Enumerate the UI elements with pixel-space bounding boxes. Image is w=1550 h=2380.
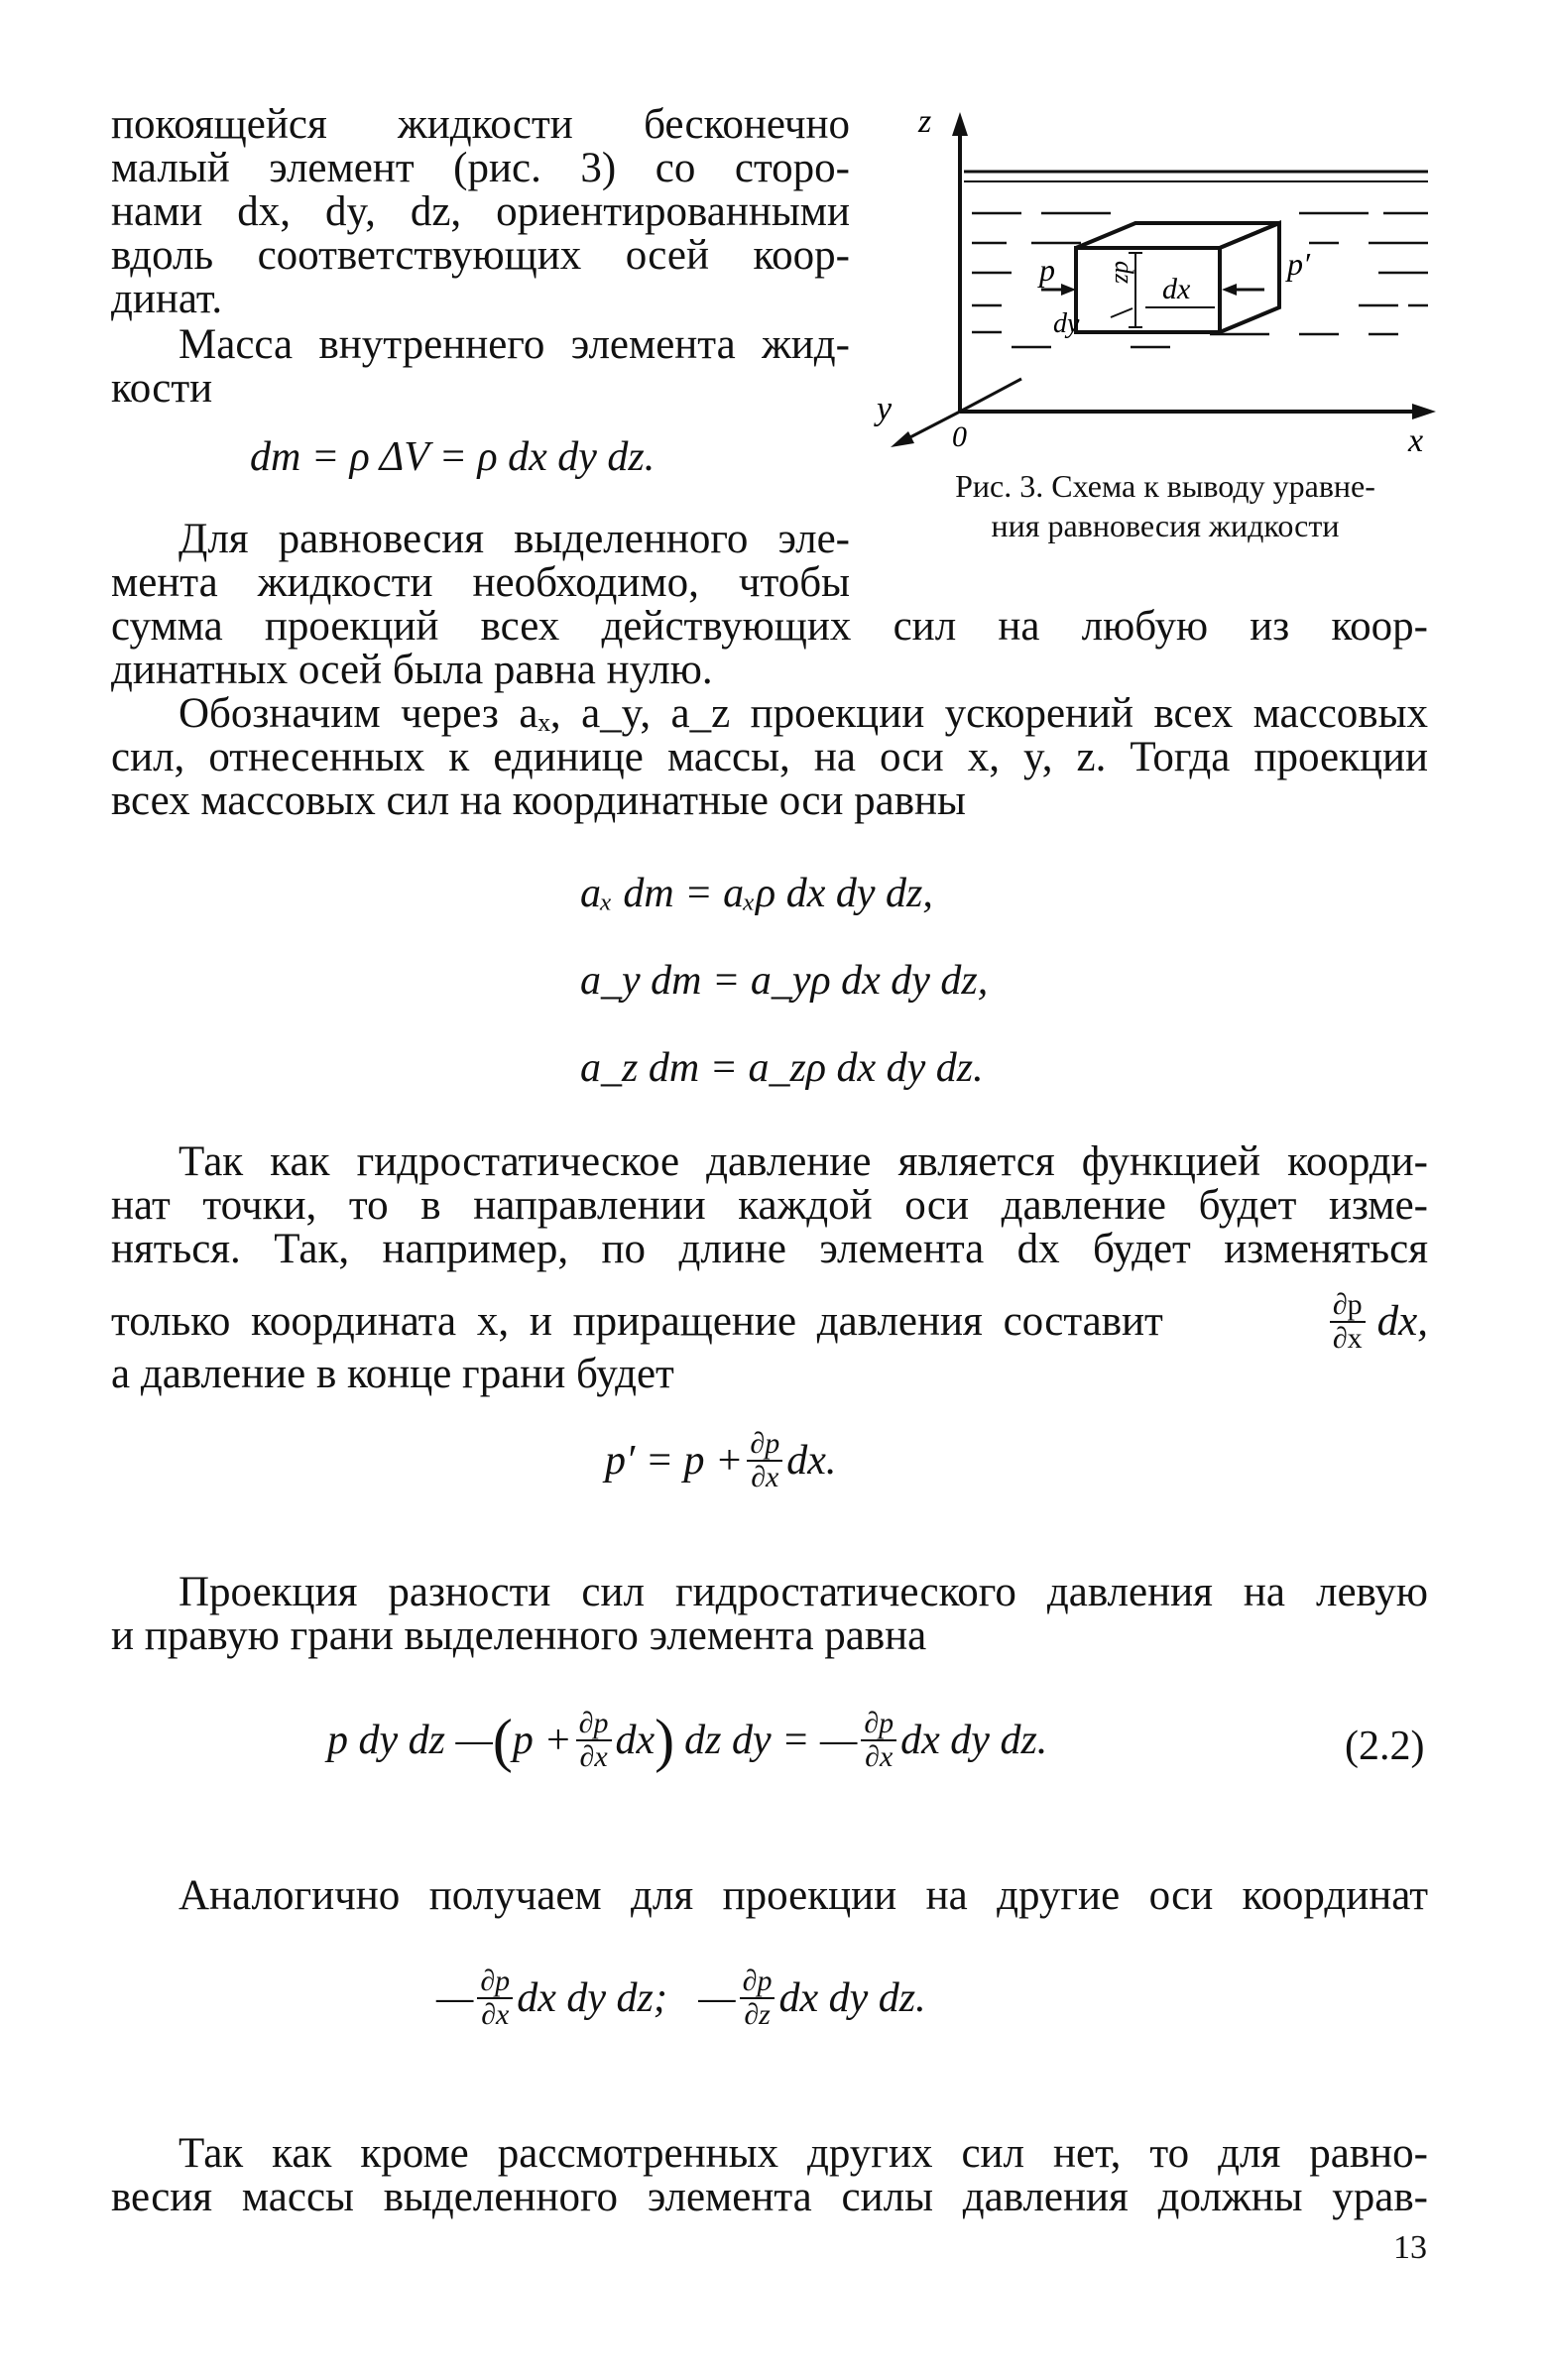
fraction-numerator: ∂p [747,1428,782,1462]
text-line: динатных осей была равна нулю. [111,647,713,693]
fraction-denominator: ∂x [481,1998,510,2031]
equation-ax: aₓ dm = aₓρ dx dy dz, [580,871,933,916]
text-line: кости [111,365,213,412]
eq-fragment: — [436,1975,474,2021]
figure-fluid-element [873,104,1448,461]
figure-caption [897,466,1433,545]
fraction-denominator: ∂x [751,1461,779,1493]
paren-open: ( [492,1708,513,1773]
z-axis-arrow-icon [952,112,968,136]
page-number: 13 [1393,2229,1427,2266]
fraction-numerator: ∂p [477,1965,513,1999]
equation-2-2 [327,1708,1047,1773]
text-line: малый элемент (рис. 3) со сторо- [111,145,850,191]
caption-line: Рис. 3. Схема к выводу уравне- [955,468,1375,504]
equation-number: (2.2) [1345,1724,1425,1769]
eq-fragment: dx dy dz; — [517,1975,736,2021]
text-line: Так как гидростатическое давление является функцией коорди- [179,1138,1428,1185]
p-prime-label: p′ [1287,246,1310,282]
eq-fragment: dx. [786,1438,837,1484]
eq-fragment: dx dy dz. [778,1975,926,2021]
text-line: и правую грани выделенного элемента равна [111,1612,927,1659]
text-line: нами dx, dy, dz, ориентированными [111,188,850,235]
eq-fragment: p dy dz — [327,1718,493,1763]
text-line: Проекция разности сил гидростатического давления на левую [179,1569,1428,1615]
fraction-dp-dz [740,1965,775,2031]
text-line: Для равновесия выделенного эле- [179,516,850,562]
eq-fragment: dx dy dz. [900,1718,1048,1763]
text-line: Обозначим через aₓ, a_y, a_z проекции ускорений всех массовых [179,690,1428,737]
fraction-dp-dx [747,1428,782,1493]
text-line: динат. [111,276,223,322]
caption-line: ния равновесия жидкости [991,508,1340,543]
fraction-numerator: ∂p [1330,1289,1366,1323]
arrow-right-icon [1061,284,1076,296]
z-axis-label: z [918,104,932,140]
x-axis-arrow-icon [1412,404,1436,419]
eq-fragment: dx [615,1718,656,1763]
dz-label: dz [1110,261,1138,285]
text-fragment: dx, [1376,1298,1428,1345]
dx-label: dx [1162,273,1191,305]
text-line: покоящейся жидкости бесконечно [111,101,850,148]
text-line: Масса внутреннего элемента жид- [179,321,850,368]
fraction-numerator: ∂p [576,1708,612,1741]
eq-fragment: dz dy = — [684,1718,858,1763]
equation-other-axes [436,1965,926,2031]
fraction-denominator: ∂x [865,1740,894,1773]
fraction-denominator: ∂x [1332,1322,1363,1355]
text-line: сумма проекций всех действующих сил на любую из коор- [111,603,1428,650]
fraction-denominator: ∂z [744,1998,771,2031]
y-axis [960,379,1021,412]
text-line: всех массовых сил на координатные оси равны [111,777,966,824]
equation-pressure-end [605,1428,836,1493]
y-axis-label: y [877,391,893,427]
text-line: а давление в конце грани будет [111,1351,674,1397]
text-line: нат точки, то в направлении каждой оси давление будет изме- [111,1182,1428,1229]
fraction-denominator: ∂x [579,1740,608,1773]
text-line [111,1289,1428,1355]
fraction-dp-dx [576,1708,612,1773]
eq-fragment: p′ = p + [605,1438,744,1484]
text-line: няться. Так, например, по длине элемента dx будет изменяться [111,1226,1428,1272]
text-line: сил, отнесенных к единице массы, на оси x, y, z. Тогда проекции [111,734,1428,780]
text-fragment: только координата x, и приращение давления составит [111,1298,1163,1345]
equation-az: a_z dm = a_zρ dx dy dz. [580,1045,984,1091]
eq-fragment: p + [512,1718,572,1763]
fraction-dp-dx [861,1708,896,1773]
p-label: p [1039,252,1055,288]
text-line: Так как кроме рассмотренных других сил нет, то для равно- [179,2130,1428,2177]
fraction-numerator: ∂p [740,1965,775,1999]
text-line: весия массы выделенного элемента силы давления должны урав- [111,2174,1428,2220]
fraction-dp-dx [477,1965,513,2031]
paren-close: ) [655,1708,675,1773]
origin-label: 0 [952,420,967,453]
fraction-dp-dx [1330,1289,1366,1355]
fraction-numerator: ∂p [861,1708,896,1741]
dy-label: dy [1053,308,1080,339]
text-line: вдоль соответствующих осей коор- [111,232,850,279]
text-line: Аналогично получаем для проекции на другие оси координат [179,1872,1428,1919]
equation-ay: a_y dm = a_yρ dx dy dz, [580,958,989,1004]
x-axis-label: x [1408,422,1424,459]
y-axis-arrow-icon [891,431,914,447]
equation-mass: dm = ρ ΔV = ρ dx dy dz. [250,434,656,480]
text-line: мента жидкости необходимо, чтобы [111,559,850,606]
